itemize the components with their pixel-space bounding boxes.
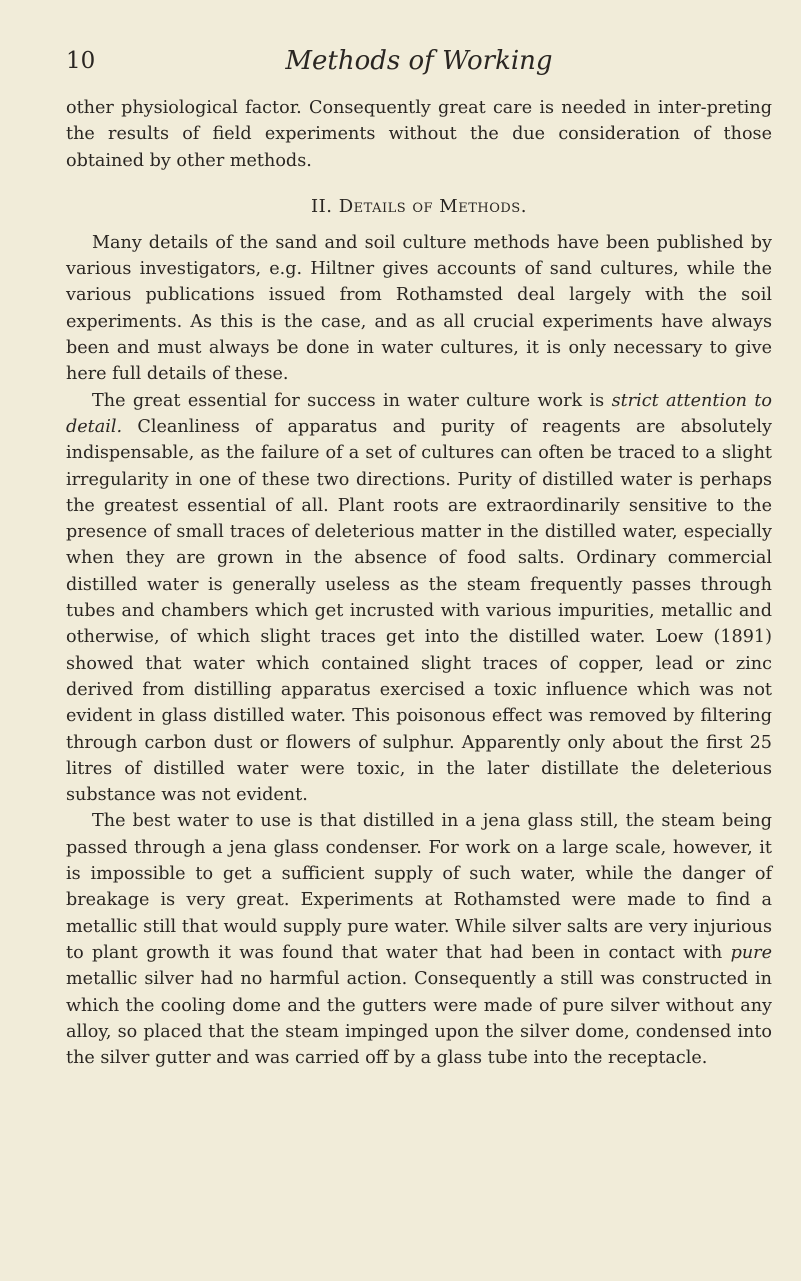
paragraph-sand-soil-methods: Many details of the sand and soil culture methods have been published by various investigators, e.g. Hiltner gives accounts of sand cultures, while the various publications issued from Rothamsted deal largely with the soil experiments. As this is the case, and as all crucial experiments have always been and must always be done in water cultures, it is only necessary to give here full details of these. xyxy=(66,232,772,385)
page-number: 10 xyxy=(66,48,96,74)
paragraph-distilled-water xyxy=(66,808,772,1071)
emphasis-text: pure xyxy=(730,942,772,963)
running-title: Methods of Working xyxy=(285,46,553,76)
section-numeral: II. xyxy=(311,195,333,217)
emphasis-text: strict attention to detail. xyxy=(66,390,773,437)
paragraph-text: The best water to use is that distilled in a jena glass still, the steam being passed through a jena glass condenser. For work on a large scale, however, it is impossible to get a sufficient supply of such water, while the danger of breakage is very great. Experiments at Rothamsted were made to find a metallic still that would supply pure water. While silver salts are very injurious to plant growth it was found that water that had been in contact with xyxy=(66,811,772,963)
paragraph-text: metallic silver had no harmful action. Consequently a still was constructed in which the cooling dome and the gutters were made of pure silver without any alloy, so placed that the steam impinged upon the silver dome, condensed into the silver gutter and was carried off by a glass tube into the receptacle. xyxy=(66,969,772,1069)
section-title: Details of Methods. xyxy=(338,195,527,217)
book-page xyxy=(66,44,772,1071)
paragraph-continuation: other physiological factor. Consequently great care is needed in inter-preting the results of field experiments without the due consideration of those obtained by other methods. xyxy=(66,98,772,171)
page-header xyxy=(66,44,772,84)
section-heading xyxy=(66,196,772,217)
paragraph-water-culture-essentials xyxy=(66,388,772,809)
paragraph-text: Cleanliness of apparatus and purity of reagents are absolutely indispensable, as the failure of a set of cultures can often be traced to a slight irregularity in one of these two directions. Purity of distilled water is perhaps the greatest essential of all. Plant roots are extraordinarily sensitive to the presence of small traces of deleterious matter in the distilled water, especially when they are grown in the absence of food salts. Ordinary commercial distilled water is generally useless as the steam frequently passes through tubes and chambers which get incrusted with various impurities, metallic and otherwise, of which slight traces get into the distilled water. Loew (1891) showed that water which contained slight traces of copper, lead or zinc derived from distilling apparatus exercised a toxic influence which was not evident in glass distilled water. This poisonous effect was removed by filtering through carbon dust or flowers of sulphur. Apparently only about the first 25 litres of distilled water were toxic, in the later distillate the deleterious substance was not evident. xyxy=(66,416,772,806)
paragraph-text: The great essential for success in water culture work is xyxy=(92,390,612,411)
